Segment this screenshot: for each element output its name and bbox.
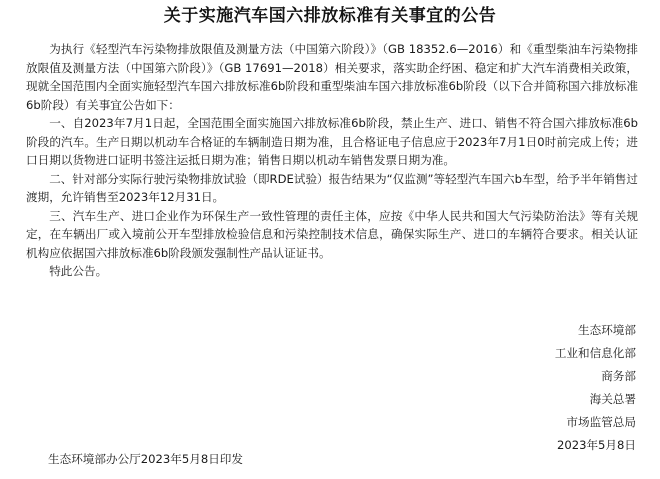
document-title: 关于实施汽车国六排放标准有关事宜的公告 — [163, 6, 497, 26]
closing-statement: 特此公告。 — [49, 264, 108, 278]
signatory-market-regulation: 市场监管总局 — [566, 415, 636, 429]
signature-block — [436, 319, 636, 457]
signatory-commerce: 商务部 — [601, 369, 636, 383]
signatory-customs: 海关总署 — [589, 392, 636, 406]
issuance-footer: 生态环境部办公厅2023年5月8日印发 — [48, 452, 243, 466]
document-body — [26, 40, 638, 281]
signature-date: 2023年5月8日 — [556, 438, 636, 452]
clause-2-paragraph: 二、针对部分实际行驶污染物排放试验（即RDE试验）报告结果为“仅监测”等轻型汽车国六b车型，给予半年销售过渡期，允许销售至2023年12月31日。 — [26, 171, 638, 204]
signatory-industry-it: 工业和信息化部 — [554, 346, 636, 360]
signatory-ecology-environment: 生态环境部 — [578, 323, 636, 337]
clause-3-paragraph: 三、汽车生产、进口企业作为环保生产一致性管理的责任主体，应按《中华人民共和国大气污染防治法》等有关规定，在车辆出厂或入境前公开车型排放检验信息和污染控制技术信息，确保实际生产、进口的车辆符合要求。相关认证机构应依据国六排放标准6b阶段颁发强制性产品认证证书。 — [26, 208, 638, 260]
clause-1-paragraph: 一、自2023年7月1日起，全国范围全面实施国六排放标准6b阶段，禁止生产、进口、销售不符合国六排放标准6b阶段的汽车。生产日期以机动车合格证的车辆制造日期为准，且合格证电子信息应于2023年7月1日0时前完成上传；进口日期以货物进口证明书签注运抵日期为准；销售日期以机动车销售发票日期为准。 — [26, 116, 638, 167]
intro-paragraph: 为执行《轻型汽车污染物排放限值及测量方法（中国第六阶段）》（GB 18352.6—2016）和《重型柴油车污染物排放限值及测量方法（中国第六阶段）》（GB 17691—2018）相关要求，落实助企纾困、稳定和扩大汽车消费相关政策，现就全国范围内全面实施轻型汽车国六排放标准6b阶段和重型柴油车国六排放标准6b阶段（以下合并简称国六排放标准6b阶段）有关事宜公告如下： — [26, 42, 638, 112]
